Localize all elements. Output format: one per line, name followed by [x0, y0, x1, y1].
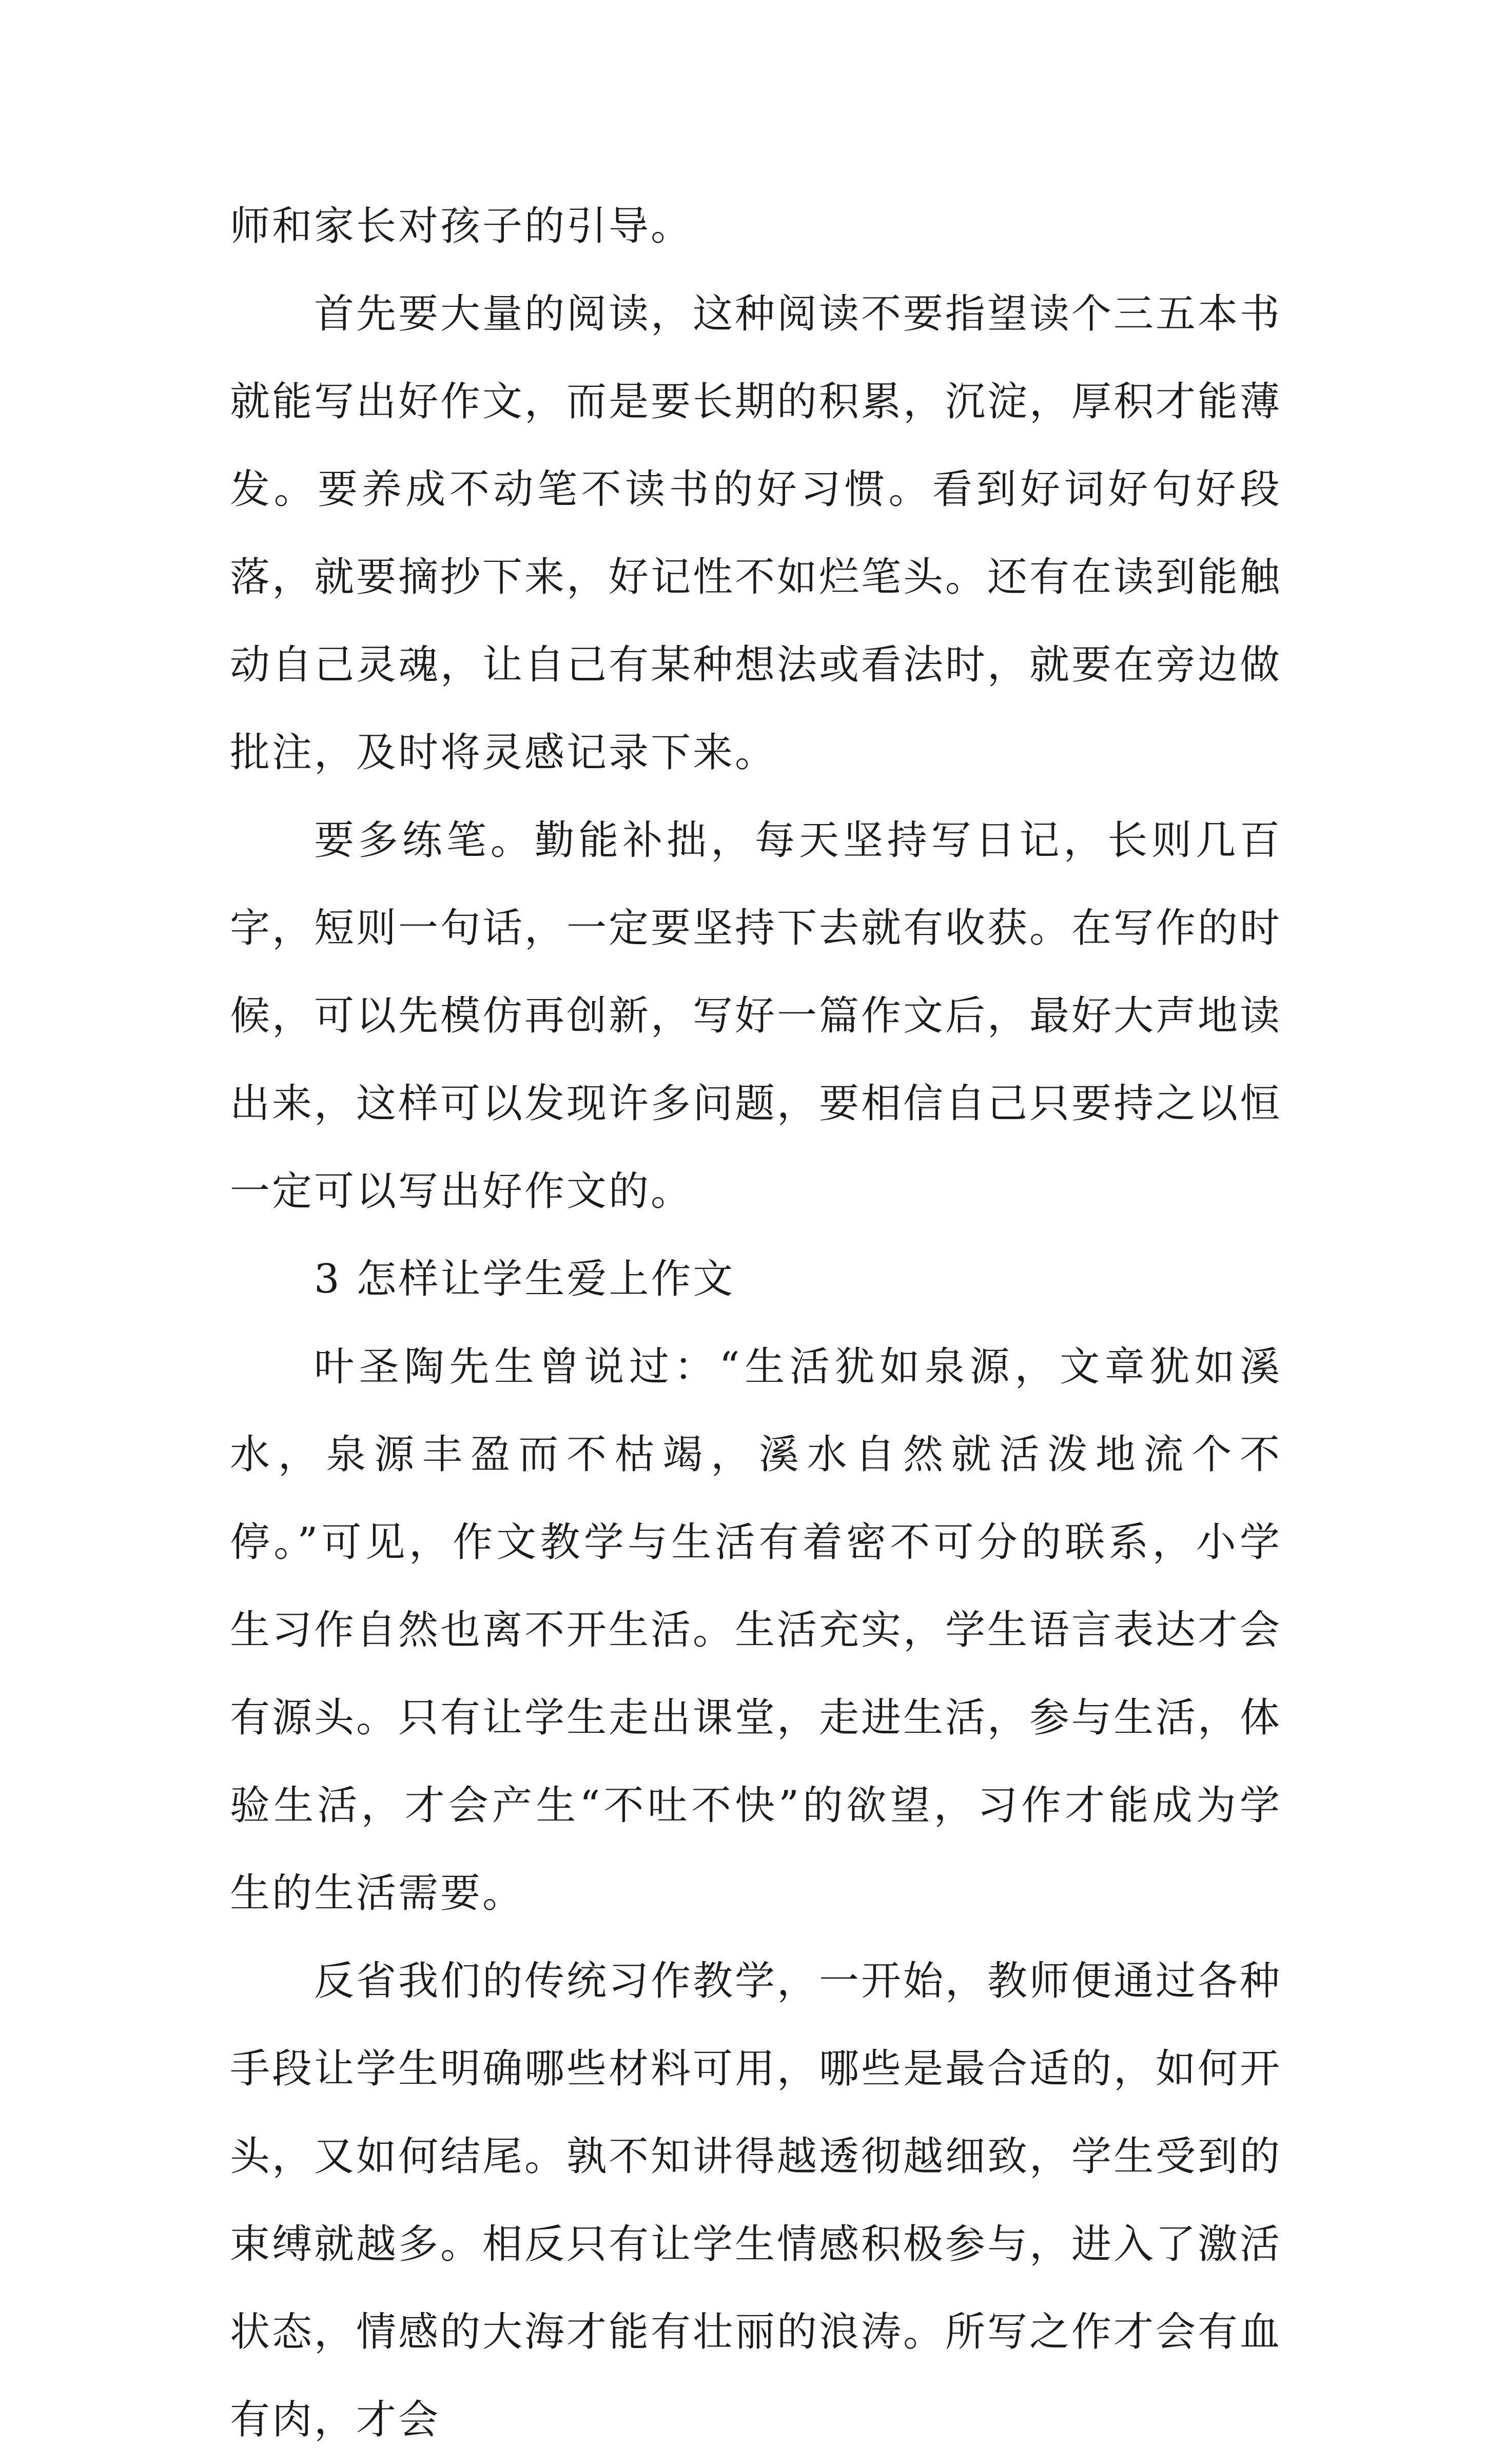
paragraph-reading: 首先要大量的阅读，这种阅读不要指望读个三五本书就能写出好作文，而是要长期的积累，沉淀，厚积才能薄发。要养成不动笔不读书的好习惯。看到好词好句好段落，就要摘抄下来，好记性不如烂笔头。还有在读到能触动自己灵魂，让自己有某种想法或看法时，就要在旁边做批注，及时将灵感记录下来。 — [230, 291, 1282, 776]
paragraph-continuation: 师和家长对孩子的引导。 — [230, 203, 693, 249]
section-heading: 3 怎样让学生爱上作文 — [314, 1256, 735, 1302]
paragraph-ye-shengtao: 叶圣陶先生曾说过：“生活犹如泉源，文章犹如溪水，泉源丰盈而不枯竭，溪水自然就活泼地流个不停。”可见，作文教学与生活有着密不可分的联系，小学生习作自然也离不开生活。生活充实，学生语言表达才会有源头。只有让学生走出课堂，走进生活，参与生活，体验生活，才会产生“不吐不快”的欲望，习作才能成为学生的生活需要。 — [230, 1344, 1282, 1917]
body-text — [230, 183, 1282, 2464]
paragraph-writing-practice: 要多练笔。勤能补拙，每天坚持写日记，长则几百字，短则一句话，一定要坚持下去就有收获。在写作的时候，可以先模仿再创新，写好一篇作文后，最好大声地读出来，这样可以发现许多问题，要相信自己只要持之以恒一定可以写出好作文的。 — [230, 817, 1282, 1215]
paragraph-reflection: 反省我们的传统习作教学，一开始，教师便通过各种手段让学生明确哪些材料可用，哪些是最合适的，如何开头，又如何结尾。孰不知讲得越透彻越细致，学生受到的束缚就越多。相反只有让学生情感积极参与，进入了激活状态，情感的大海才能有壮丽的浪涛。所写之作才会有血有肉，才会 — [230, 1958, 1282, 2443]
